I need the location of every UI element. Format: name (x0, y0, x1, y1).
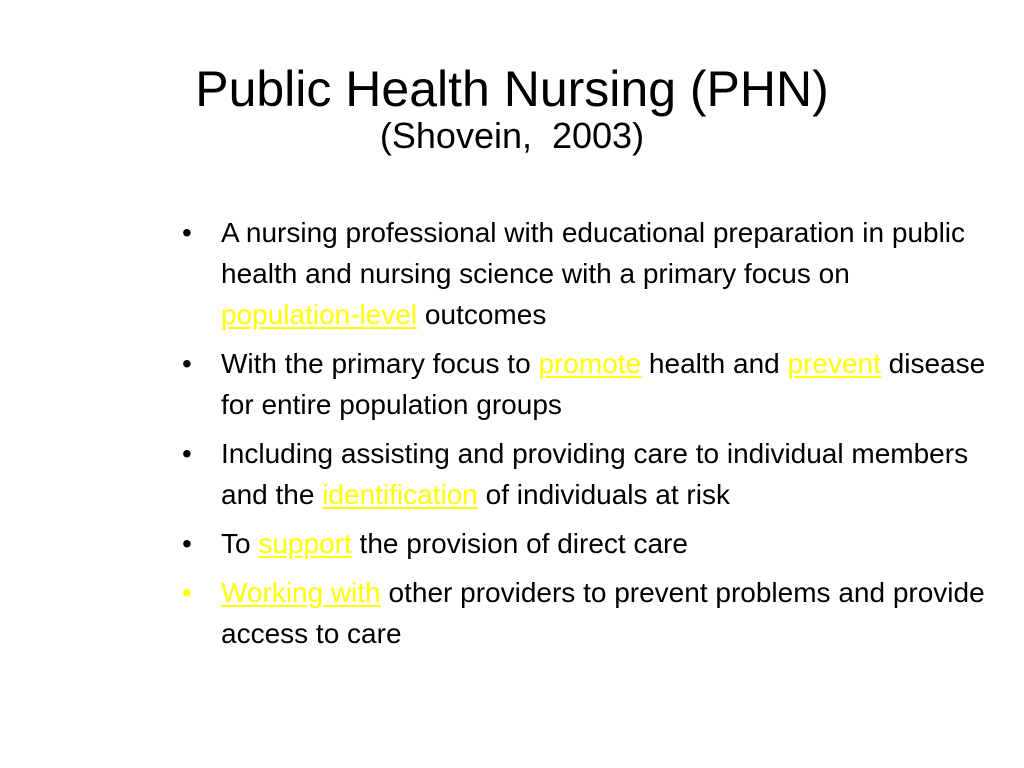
bullet-point-icon: • (182, 217, 192, 248)
bullet-text-segment: health and (641, 348, 788, 379)
bullet-text-segment: Including assisting and providing care to individual members and the (221, 438, 969, 510)
bullet-text-segment: To (221, 528, 259, 559)
bullet-text (221, 577, 985, 649)
bullet-text (221, 217, 965, 330)
highlighted-term: promote (538, 348, 642, 379)
bullet-text-segment: of individuals at risk (477, 479, 730, 510)
bullet-text (221, 348, 985, 420)
bullet-text-segment: the provision of direct care (351, 528, 688, 559)
bullet-item (180, 523, 990, 564)
bullet-text-segment: disease for entire population groups (221, 348, 986, 420)
highlighted-term: Working with (221, 577, 381, 608)
slide-title: Public Health Nursing (PHN) (195, 60, 829, 117)
bullet-text-segment: outcomes (417, 299, 547, 330)
bullet-point-icon: • (182, 577, 192, 608)
bullet-text-segment: A nursing professional with educational preparation in public health and nursing science with a primary focus on (221, 217, 966, 289)
bullet-text-segment: other providers to prevent problems and provide access to care (221, 577, 985, 649)
bullet-item (180, 212, 990, 335)
bullet-item (180, 433, 990, 515)
bullet-point-icon: • (182, 438, 192, 469)
bullet-list (180, 212, 990, 662)
bullet-item (180, 343, 990, 425)
bullet-point-icon: • (182, 348, 192, 379)
bullet-text-segment: With the primary focus to (221, 348, 539, 379)
highlighted-term: identification (322, 479, 478, 510)
highlighted-term: prevent (787, 348, 881, 379)
highlighted-term: population-level (221, 299, 418, 330)
slide-subtitle: (Shovein, 2003) (379, 115, 645, 156)
bullet-text (221, 438, 968, 510)
highlighted-term: support (258, 528, 352, 559)
bullet-item (180, 572, 990, 654)
bullet-text (221, 528, 688, 559)
bullet-point-icon: • (182, 528, 192, 559)
